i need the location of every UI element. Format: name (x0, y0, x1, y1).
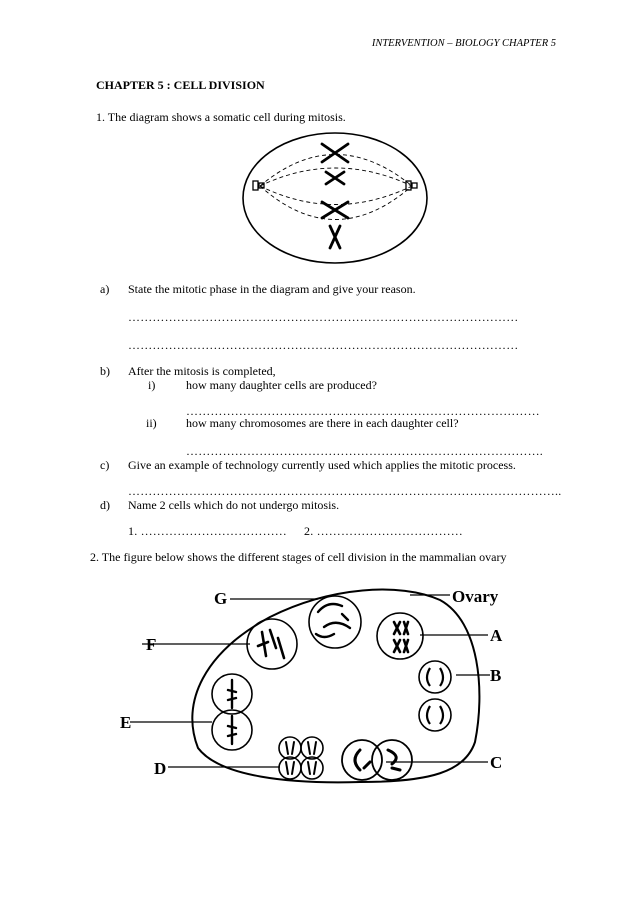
cell-d (279, 737, 323, 779)
cell-e (212, 674, 252, 750)
label-a: A (490, 626, 503, 645)
label-e: E (120, 713, 132, 732)
q1a-text: State the mitotic phase in the diagram and give your reason. (128, 282, 416, 296)
q1a-answer-line-2[interactable]: …………………………………………………………………………………… (128, 338, 519, 352)
cell-b-lower (419, 699, 451, 731)
label-b: B (490, 666, 502, 685)
label-g: G (214, 589, 228, 608)
q1b-text: After the mitosis is completed, (128, 364, 276, 378)
q1a-marker: a) (100, 282, 110, 296)
label-ovary: Ovary (452, 587, 499, 606)
cell-b-upper (419, 661, 451, 693)
chromosomes-at-equator (322, 144, 348, 248)
q1b-ii-text: how many chromosomes are there in each daughter cell? (186, 416, 459, 430)
label-f: F (146, 635, 157, 654)
cell-c (342, 740, 412, 780)
q1d-marker: d) (100, 498, 110, 512)
q1d-answer-blank-2[interactable]: 2. ……………………………… (304, 524, 463, 538)
q1c-marker: c) (100, 458, 110, 472)
mitosis-cell-diagram (238, 128, 434, 268)
centriole-left (253, 181, 264, 190)
q1b-i-text: how many daughter cells are produced? (186, 378, 377, 392)
ovary-outline (192, 590, 479, 783)
q1c-answer-line[interactable]: …………………………………………………………………………………………….. (128, 484, 562, 498)
question-1-stem: 1. The diagram shows a somatic cell during mitosis. (96, 110, 346, 124)
q1b-i-marker: i) (148, 378, 156, 392)
q1d-answer-blank-1[interactable]: 1. ……………………………… (128, 524, 287, 538)
q1b-i-answer-line[interactable]: …………………………………………………………………………… (186, 404, 540, 418)
cell-g (309, 596, 361, 648)
label-c: C (490, 753, 503, 772)
q1d-text: Name 2 cells which do not undergo mitosis. (128, 498, 340, 512)
q1a-answer-line-1[interactable]: …………………………………………………………………………………… (128, 310, 519, 324)
q1b-ii-answer-line[interactable]: ……………………………………………………………………………. (186, 444, 543, 458)
q1c-text: Give an example of technology currently used which applies the mitotic process. (128, 458, 516, 472)
chapter-title: CHAPTER 5 : CELL DIVISION (96, 78, 265, 92)
cell-a (377, 613, 423, 659)
running-header: INTERVENTION – BIOLOGY CHAPTER 5 (371, 38, 556, 49)
q1b-ii-marker: ii) (146, 416, 157, 430)
cell-f (247, 619, 297, 669)
ovary-diagram (110, 572, 530, 802)
label-d: D (154, 759, 167, 778)
question-2-stem: 2. The figure below shows the different stages of cell division in the mammalian ovary (90, 550, 507, 564)
q1b-marker: b) (100, 364, 110, 378)
